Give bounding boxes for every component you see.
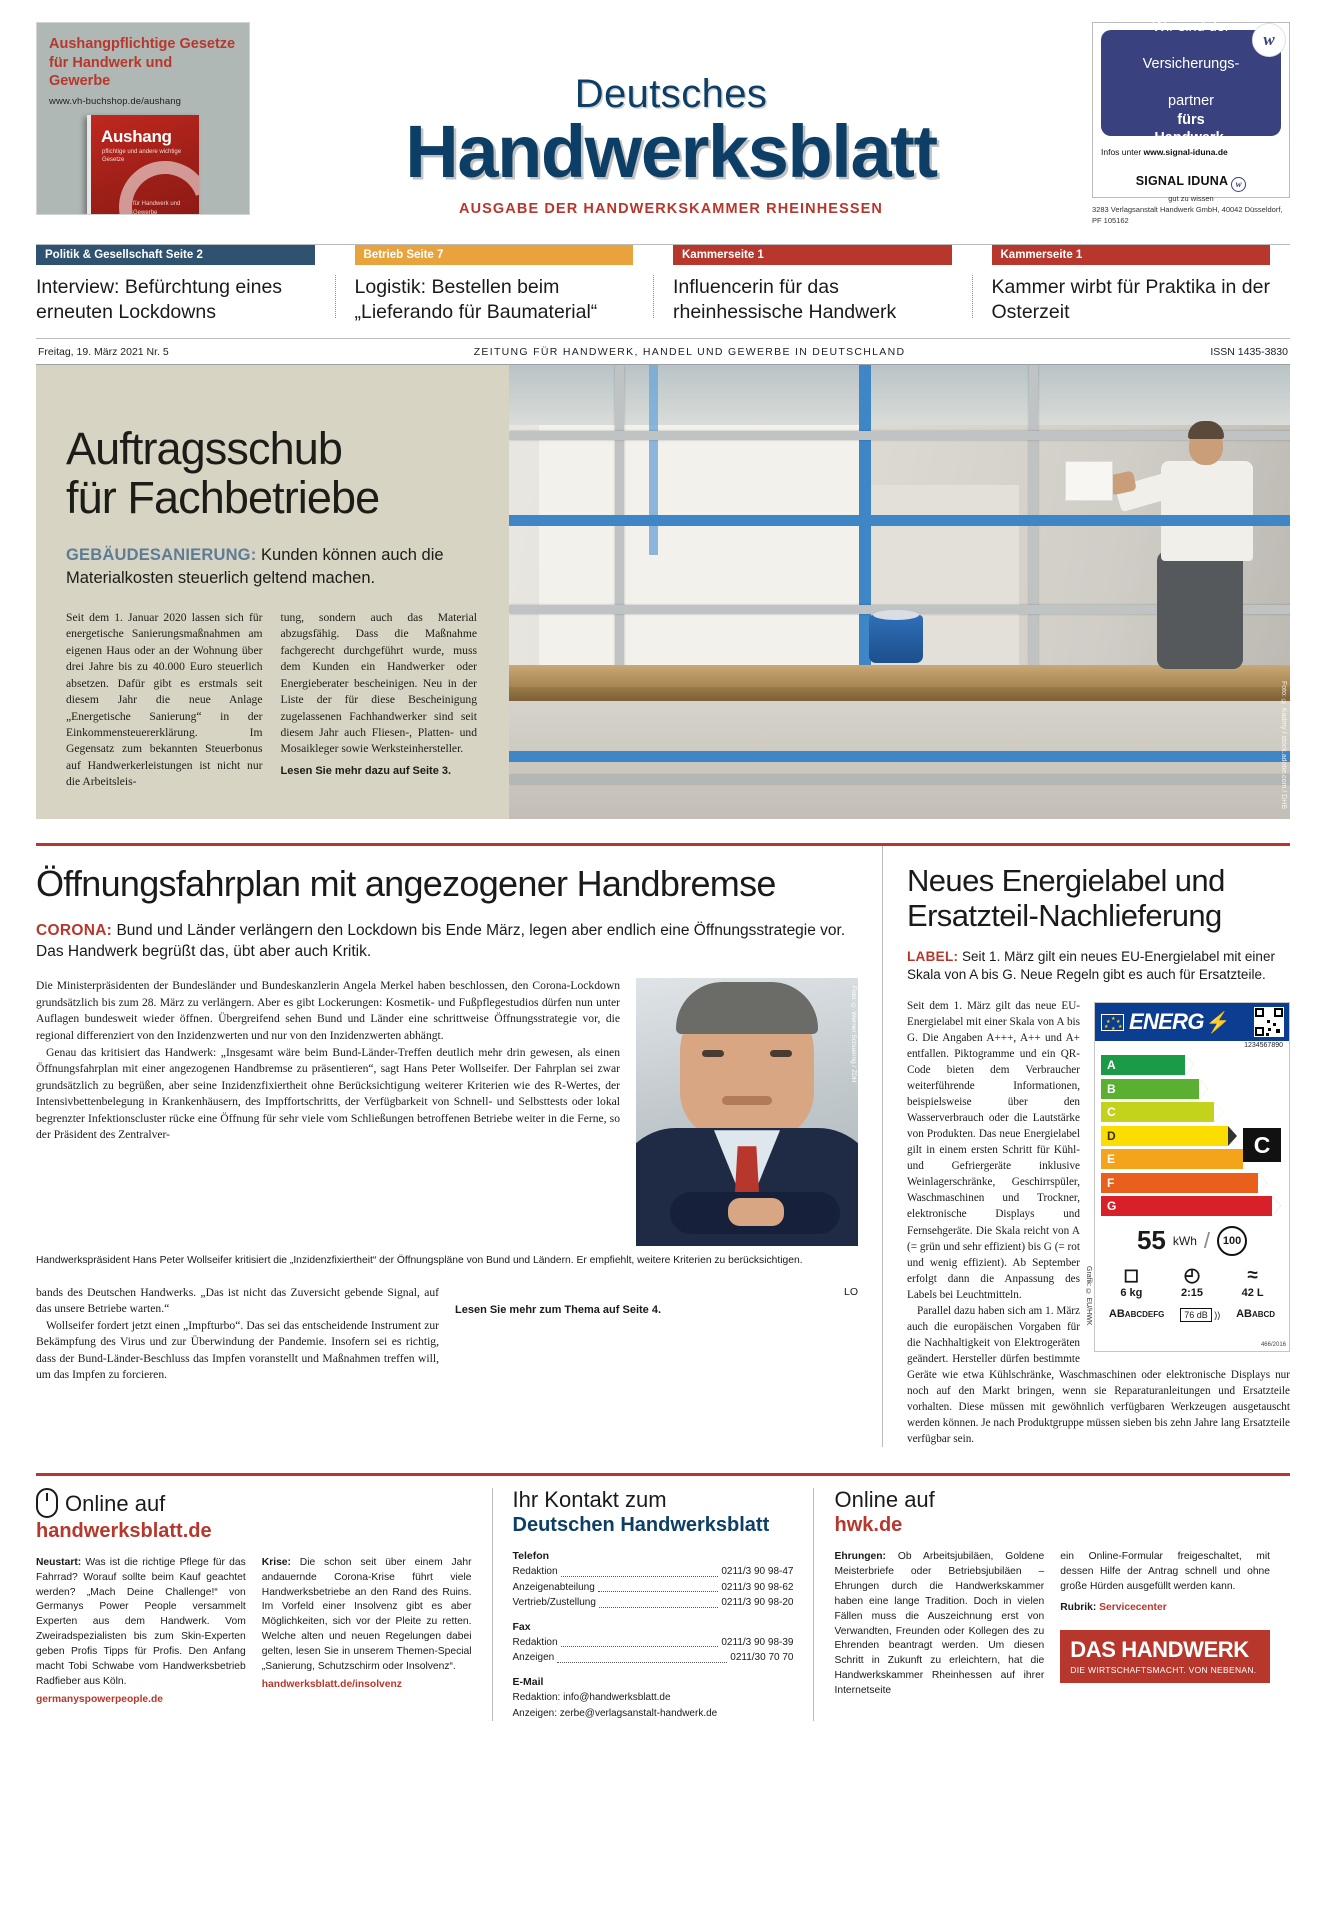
story-corona-subhead-text: Bund und Länder verlängern den Lockdown bis Ende März, legen aber endlich eine Öffnungsstrategie vor. Das Handwerk begrüßt das, übt aber auch Kritik. [36, 921, 846, 960]
portrait-mouth [722, 1096, 772, 1105]
teaser-text[interactable]: Kammer wirbt für Praktika in der Osterzeit [991, 276, 1270, 323]
story-corona-top [36, 978, 858, 1246]
footer-online-hwk [813, 1488, 1290, 1721]
footer-col1-title-text: Online auf [65, 1490, 166, 1516]
dateline-date: Freitag, 19. März 2021 Nr. 5 [38, 346, 169, 359]
contact-label: Anzeigenabteilung [512, 1581, 595, 1593]
lead-headline [66, 425, 477, 522]
masthead-title-main: Handwerksblatt [405, 110, 937, 193]
footer-col3-rubrik [1060, 1601, 1270, 1616]
footer-col1-body [36, 1556, 472, 1708]
portrait-hair [676, 982, 818, 1034]
das-handwerk-tagline: DIE WIRTSCHAFTSMACHT. VON NEBENAN. [1070, 1664, 1257, 1675]
footer-col1-link-a[interactable]: germanyspowerpeople.de [36, 1694, 164, 1706]
energy-class-letter: B [1107, 1081, 1116, 1096]
dateline-issn: ISSN 1435-3830 [1210, 346, 1288, 359]
lead-read-more[interactable]: Lesen Sie mehr dazu auf Seite 3. [280, 764, 452, 777]
footer-col1-lead-a: Neustart: [36, 1556, 82, 1568]
dateline [36, 338, 1290, 364]
teaser-item-politik[interactable] [36, 245, 335, 324]
lead-photo-illustration [509, 365, 1290, 819]
energy-class-letter: G [1107, 1199, 1117, 1214]
lead-paragraph: tung, sondern auch das Material abzugsfähig. Dass die Maßnahme fachgerecht durchgeführt wurde, muss dem Kunden ein Handwerker oder Energieberater bescheinigen. Neu in der Liste der für diese Bescheinigung zugelassenen Fachhandwerker sind seit diesem Jahr auch Fliesen-, Platten- und Mosaikleger sowie Werksteinhersteller. [280, 610, 477, 756]
book-subtitle: pflichtige und andere wichtige Gesetze [102, 148, 182, 163]
story-corona-column-2 [36, 1285, 439, 1384]
energy-class-D [1101, 1126, 1228, 1146]
mouse-icon [36, 1488, 58, 1518]
footer-online-handwerksblatt [36, 1488, 492, 1721]
teaser-label: Politik & Gesellschaft Seite 2 [36, 245, 315, 265]
footer-col1-link-b[interactable]: handwerksblatt.de/insolvenz [261, 1679, 402, 1691]
contact-label: Anzeigen [512, 1652, 555, 1664]
si-info-url[interactable]: www.signal-iduna.de [1143, 147, 1228, 157]
dateline-descriptor: ZEITUNG FÜR HANDWERK, HANDEL UND GEWERBE IN DEUTSCHLAND [473, 346, 906, 359]
dot-leader [561, 1564, 719, 1577]
rating-left [1109, 1308, 1164, 1320]
story-paragraph: Die Ministerpräsidenten der Bundesländer und Bundeskanzlerin Angela Merkel haben beschlossen, den Corona-Lockdown grundsätzlich bis zum 28. März zu verlängern. Aber es gibt Lockerungen: Kosmetik- und Fußpflegestudios dürfen nun unter Auflagen bundesweit wieder öffnen. Übergreifend sehen Bund und Länder eine schrittweise Öffnungsstrategie vor, die regional differenziert von den Inzidenzwerten und nur von den Inzidenzwerten abhängt. [36, 979, 620, 1042]
masthead-title-small: Deutsches [574, 72, 768, 116]
signal-iduna-logo-icon: w [1252, 23, 1286, 57]
ad-signal-iduna[interactable] [1092, 19, 1290, 227]
rating-right [1236, 1308, 1275, 1320]
teaser-label: Kammerseite 1 [992, 245, 1271, 265]
lead-body [66, 610, 477, 791]
dot-leader [561, 1635, 719, 1648]
teaser-item-betrieb[interactable] [335, 245, 654, 324]
footer-col3-link[interactable]: hwk.de [834, 1513, 903, 1536]
footer-col1-lead-b: Krise: [261, 1556, 291, 1568]
story-energielabel-kicker: LABEL: [907, 948, 959, 964]
teaser-label: Kammerseite 1 [673, 245, 952, 265]
story-paragraph: Genau das kritisiert das Handwerk: „Insgesamt wäre beim Bund-Länder-Treffen deutlich mehr drin gewesen, als einen Öffnungsfahrplan mit einer angezogenen Handbremse zu präsentieren“, sagt Hans Peter Wollseifer. Der Fahrplan sei zwar grundsätzlich zu begrüßen, aber seine Inzidenzfixiertheit ohne Berücksichtigung weiterer Kriterien wie des R-Wertes, der Intensivbettenbelegung in Krankenhäusern, des Impffortschritts, der Verfügbarkeit von Schnell- und Selbsttests oder lokal begrenzter Infektionscluster rücke eine Öffnung für sehr viele vom Schließungen betroffenen Betriebe weiter in die Ferne, so der Präsident des Zentralver- [36, 1045, 620, 1142]
contact-label: Vertrieb/Zustellung [512, 1597, 596, 1609]
footer-col2-title-text: Ihr Kontakt zum [512, 1486, 667, 1512]
portrait-eye-left [702, 1050, 724, 1057]
ad-signal-iduna-card[interactable] [1092, 19, 1290, 203]
story-corona-column-1 [36, 978, 620, 1246]
footer-col3-text-b [1060, 1550, 1270, 1699]
contact-row [513, 1650, 794, 1666]
lightning-bolt-icon: ⚡ [1205, 1011, 1231, 1034]
noise-level [1180, 1310, 1220, 1320]
contact-row [513, 1595, 794, 1611]
ad-signal-iduna-info [1101, 147, 1281, 157]
rubrik-value[interactable]: Servicecenter [1099, 1601, 1167, 1613]
energy-class-letter: F [1107, 1175, 1115, 1190]
energy-class-letter: C [1107, 1105, 1116, 1120]
ad-aushang-box[interactable] [36, 22, 250, 215]
footer-contact-details [513, 1548, 794, 1721]
ad-signal-iduna-claim [1101, 19, 1281, 147]
contact-row [513, 1564, 794, 1580]
energy-class-F [1101, 1173, 1258, 1193]
lead-story-text-panel [36, 365, 509, 819]
lead-kicker: GEBÄUDESANIERUNG: [66, 546, 257, 565]
sound-waves-icon: )) [1214, 1310, 1221, 1321]
energy-label-header [1095, 1003, 1289, 1041]
lead-photo [509, 365, 1290, 819]
load-value: 6 kg [1120, 1287, 1143, 1300]
story-energielabel-headline[interactable]: Neues Energielabel und Ersatzteil-Nachlieferung [907, 863, 1225, 933]
footer [36, 1473, 1290, 1721]
lead-subhead [66, 544, 477, 590]
ad-aushang-headline: Aushangpflichtige Gesetze für Handwerk und Gewerbe [49, 36, 236, 90]
footer-col1-title [36, 1488, 472, 1542]
worker-hair [1188, 421, 1224, 439]
contact-label: Redaktion [512, 1636, 558, 1648]
lead-headline-line2: für Fachbetriebe [66, 471, 380, 523]
story-corona-kicker: CORONA: [36, 921, 113, 939]
ad-aushang-book-cover [87, 115, 199, 215]
energy-class-C [1101, 1102, 1214, 1122]
contact-value: 0211/3 90 98-62 [721, 1581, 794, 1593]
qr-code-icon [1254, 1007, 1284, 1037]
wall-patch [1065, 461, 1113, 501]
energy-class-B [1101, 1079, 1199, 1099]
teaser-bar [36, 244, 1290, 324]
contact-value: 0211/3 90 98-47 [721, 1566, 794, 1578]
si-info-prefix: Infos unter [1101, 147, 1144, 157]
story-energielabel [882, 846, 1290, 1447]
eu-flag-icon: ★ ★ ★ ★ ★ ★ [1101, 1014, 1124, 1031]
energy-class-E [1101, 1149, 1243, 1169]
story-corona-bottom [36, 1285, 858, 1384]
dot-leader [598, 1580, 719, 1593]
ad-signal-iduna-tagline: gut zu wissen [1168, 194, 1214, 203]
masthead [36, 0, 1290, 225]
lead-headline-line1: Auftragsschub [66, 423, 342, 475]
story-corona-read-more[interactable]: Lesen Sie mehr zum Thema auf Seite 4. [455, 1303, 662, 1316]
teaser-item-kammer-influencerin[interactable] [653, 245, 972, 324]
teaser-text[interactable]: Logistik: Bestellen beim „Lieferando für Baumaterial“ [354, 276, 598, 323]
masthead-title-block [250, 22, 1092, 217]
selected-energy-class: C [1243, 1128, 1281, 1162]
load-capacity [1120, 1266, 1142, 1299]
ad-aushang[interactable] [36, 22, 250, 215]
masthead-subtitle: AUSGABE DER HANDWERKSKAMMER RHEINHESSEN [459, 201, 883, 218]
footer-col1-body-a: Was ist die richtige Pflege für das Fahrrad? Worauf sollte beim Kauf geachtet werden? „Mach Deine Challenge!“ von Germanys Power People versammelt Experten aus dem Handwerk. Vom Zweiradspezialisten bis zum Skin-Experten geben Profis Tipps für Profis. Den Anfang macht Tobi Schwabe vom Handwerksbetrieb Radfieber aus Köln. [36, 1556, 246, 1688]
lead-paragraph: Seit dem 1. Januar 2020 lassen sich für energetische Sanierungsmaßnahmen am eigenen Haus oder an der Wohnung über drei Jahre bis zu 40.000 Euro steuerlich absetzen. Dafür gibt es erstmals seit diesem Jahr die neue Anlage „Energetische Sanierung“ in der Einkommensteuererklärung. Im Gegensatz zum bekannten Steuerbonus auf Handwerkerleistungen ist nicht nur die Arbeitsleis- [66, 610, 263, 789]
energy-consumption [1095, 1225, 1289, 1256]
water-value: 42 L [1241, 1287, 1264, 1300]
signal-iduna-mark-icon: w [1231, 177, 1246, 192]
contact-email-anzeigen[interactable]: Anzeigen: zerbe@verlagsanstalt-handwerk.de [512, 1707, 718, 1719]
energy-class-scale [1095, 1052, 1289, 1216]
ad-aushang-url[interactable]: www.vh-buchshop.de/aushang [49, 95, 181, 107]
story-paragraph: Parallel dazu haben sich am 1. März auch die europäischen Vorgaben für die Nachhaltigkeit von Elektrogeräten geändert. Hersteller dürfen bestimmte Geräte wie etwa Kühlschränke, Waschmaschinen oder elektronische Displays nur noch auf den Markt bringen, wenn sie Reparaturanleitungen und Ersatzteile vorhalten. Diese müssen mit gewöhnlich verfügbaren Werkzeugen ausgetauscht werden können. Je nach Produktgruppe müssen sieben bis zehn Jahre lang Ersatzteile verfügbar sein. [907, 1304, 1290, 1445]
footer-col3-body-a: Ob Arbeitsjubiläen, Goldene Meisterbriefe oder Betriebsjubiläen – Ehrungen durch die Handwerkskammer haben eine lange Tradition. Doch in vielen Fällen muss die Auszeichnung erst von Verwandten, Freunden oder Kollegen des zu Ehrenden beantragt werden. Um diesen Schritt in Zukunft zu erleichtern, hat die Handwerkskammer Rheinhessen auf ihrer Internetseite [834, 1550, 1045, 1697]
story-paragraph: Wollseifer fordert jetzt einen „Impfturbo“. Das sei das entscheidende Instrument zur Bekämpfung des Virus und zur Überwindung der Pandemie. Insofern sei es richtig, dass der Bund-Länder-Beschluss das Impfen voranstellt und Maßnahmen treffen will, um das Impfen zu forcieren. [36, 1318, 439, 1382]
cycle-duration [1181, 1266, 1203, 1299]
energy-class-G [1101, 1196, 1272, 1216]
portrait-credit: Foto: © Werner Schuering / ZDH [850, 986, 857, 1083]
cycles-reference: 100 [1217, 1226, 1247, 1256]
contact-group-head: Telefon [512, 1549, 550, 1562]
story-corona [36, 846, 882, 1447]
energy-class-letter: E [1107, 1152, 1116, 1167]
slash-divider: / [1203, 1227, 1211, 1253]
story-corona-column-3 [455, 1285, 858, 1384]
contact-row [513, 1580, 794, 1596]
footer-col1-text-a [36, 1556, 246, 1708]
contact-value: 0211/3 90 98-20 [721, 1597, 794, 1609]
portrait-eye-right [770, 1050, 792, 1057]
portrait-hands [728, 1198, 784, 1226]
story-corona-signature: LO [843, 1285, 858, 1298]
book-footer: für Handwerk und Gewerbe [133, 201, 181, 215]
contact-label: Redaktion [512, 1566, 558, 1578]
rating-right-scale: ABCD [1251, 1310, 1276, 1320]
time-value: 2:15 [1180, 1287, 1203, 1300]
footer-col1-text-b [262, 1556, 472, 1708]
story-paragraph: bands des Deutschen Handwerks. „Das ist nicht das Zuversicht gebende Signal, auf das unsere Betriebe warten.“ [36, 1285, 439, 1316]
energy-label-pictograms [1095, 1256, 1289, 1299]
story-corona-headline[interactable]: Öffnungsfahrplan mit angezogener Handbremse [36, 863, 776, 905]
si-line-3: partner [1168, 93, 1214, 110]
footer-col3-body [834, 1550, 1270, 1699]
footer-col3-body-b: ein Online-Formular freigeschaltet, mit dessen Hilfe der Antrag schnell und ohne große Hürden ausgefüllt werden kann. [1060, 1550, 1271, 1592]
si-line-2: Versicherungs- [1142, 56, 1240, 73]
worker-legs [1157, 551, 1243, 669]
energy-label-ratings [1095, 1299, 1289, 1320]
footer-col3-lead: Ehrungen: [834, 1550, 886, 1562]
dot-leader [557, 1650, 727, 1663]
das-handwerk-wordmark: DAS HANDWERK [1070, 1636, 1249, 1662]
footer-col3-title-text: Online auf [834, 1486, 935, 1512]
footer-contact [492, 1488, 814, 1721]
noise-value: 76 dB [1180, 1308, 1212, 1322]
energy-class-letter: D [1107, 1128, 1116, 1143]
story-energielabel-subhead-text: Seit 1. März gilt ein neues EU-Energielabel mit einer Skala von A bis G. Neue Regeln gibt es auch für Ersatzteile. [907, 948, 1275, 982]
lead-photo-credit: Foto: © Kadmy / stock.adobe.com / DHB [1280, 681, 1287, 810]
si-line-1: Wir sind der [1152, 19, 1230, 36]
footer-col3-text-a [834, 1550, 1044, 1699]
energy-label-model-number: 1234567890 [1244, 1042, 1283, 1050]
clock-icon: ◴ [1183, 1265, 1201, 1287]
footer-col3-title [834, 1488, 1270, 1536]
teaser-text[interactable]: Interview: Befürchtung eines erneuten Lockdowns [36, 276, 283, 323]
lead-subhead-text: Kunden können auch die Materialkosten steuerlich geltend machen. [66, 546, 444, 588]
kwh-value: 55 [1136, 1225, 1166, 1256]
energy-label-credit: Grafik: © EU/HWK [1085, 1265, 1092, 1326]
si-line-4: Handwerk. [1154, 130, 1228, 147]
laundry-basket-icon: ◻ [1123, 1265, 1140, 1287]
energy-class-letter: A [1107, 1058, 1116, 1073]
scaffold-blue-rail [509, 751, 1290, 762]
teaser-label: Betrieb Seite 7 [355, 245, 634, 265]
rating-right-bold: AB [1236, 1308, 1252, 1321]
energy-class-A [1101, 1055, 1185, 1075]
dot-leader [599, 1595, 718, 1608]
portrait-wollseifer [636, 978, 858, 1246]
si-logo-text: SIGNAL IDUNA [1135, 174, 1229, 188]
scaffold-blue-rail [509, 515, 1290, 526]
water-drop-icon: ≈ [1247, 1265, 1258, 1287]
water-usage [1242, 1266, 1264, 1299]
rating-left-bold: AB [1108, 1308, 1125, 1321]
book-title: Aushang [101, 126, 172, 146]
das-handwerk-logo [1060, 1630, 1270, 1683]
contact-value: 0211/3 90 98-39 [721, 1636, 794, 1648]
contact-value: 0211/30 70 70 [730, 1652, 794, 1664]
footer-col1-link[interactable]: handwerksblatt.de [36, 1519, 212, 1542]
si-line-3-bold: fürs [1177, 111, 1205, 128]
footer-col1-body-b: Die schon seit über einem Jahr andauernde Corona-Krise führt viele Handwerksbetriebe an den Rand des Ruins. Im Vorfeld einer Insolvenz gibt es aber Möglichkeiten, sich vor der Pleite zu retten. Welche alten und neuen Regelungen dabei gelten, lesen Sie in unserem Themen-Special „Sanierung, Schutzschirm oder Insolvenz“. [261, 1556, 472, 1673]
contact-group-head-email: E-Mail [512, 1675, 544, 1688]
eu-energy-label-graphic [1085, 1002, 1290, 1352]
teaser-text[interactable]: Influencerin für das rheinhessische Handwerk [673, 276, 897, 323]
kwh-unit: kWh [1172, 1233, 1197, 1248]
energy-label-regulation-code: 466/2016 [1260, 1342, 1286, 1349]
story-energielabel-subhead [907, 948, 1290, 985]
lead-story [36, 364, 1290, 819]
contact-group-head: Fax [512, 1620, 531, 1633]
contact-email-redaktion[interactable]: Redaktion: info@handwerksblatt.de [512, 1692, 671, 1704]
story-paragraph: Seit dem 1. März gilt das neue EU-Energielabel mit einer Skala von A bis G. Die Angaben A+++, A++ und A+ entfallen. Piktogramme und ein QR-Code bieten dem Verbraucher weiterführende Informationen, beispielsweise über den Wasserverbrauch oder die Lautstärke von Produkten. Das neue Energielabel gilt in einem ersten Schritt für Kühl- und Gefriergeräte inklusive Weinlagerschränke, Geschirrspüler, Waschmaschinen und Trockner, elektronische Displays und Fernsehgeräte. Die Skala reicht von A (= grün und sehr effizient) bis G (= rot und wenig effizient). Ab September erfolgt dann die Anpassung des Labels bei Leuchtmitteln. [907, 1000, 1080, 1301]
story-corona-caption: Handwerkspräsident Hans Peter Wollseifer kritisiert die „Inzidenzfixiertheit“ der Öffnungspläne von Bund und Ländern. Er empfiehlt, weitere Kriterien zu berücksichtigen. [36, 1255, 803, 1267]
publisher-imprint: 3283 Verlagsanstalt Handwerk GmbH, 40042 Düsseldorf, PF 105162 [1092, 205, 1283, 225]
story-corona-portrait-block [636, 978, 858, 1246]
rubrik-label: Rubrik: [1060, 1601, 1100, 1613]
story-corona-subhead [36, 920, 858, 962]
contact-row [513, 1635, 794, 1651]
main-stories [36, 843, 1290, 1447]
story-energielabel-body [907, 998, 1290, 1446]
footer-col2-subtitle: Deutschen Handwerksblatt [512, 1513, 770, 1536]
teaser-item-kammer-praktika[interactable] [972, 245, 1291, 324]
rating-left-scale: ABCDEFG [1124, 1310, 1165, 1320]
footer-col2-title [513, 1488, 794, 1536]
energy-label-word: ENERG [1129, 1009, 1204, 1035]
ad-signal-iduna-wordmark [1101, 174, 1281, 192]
